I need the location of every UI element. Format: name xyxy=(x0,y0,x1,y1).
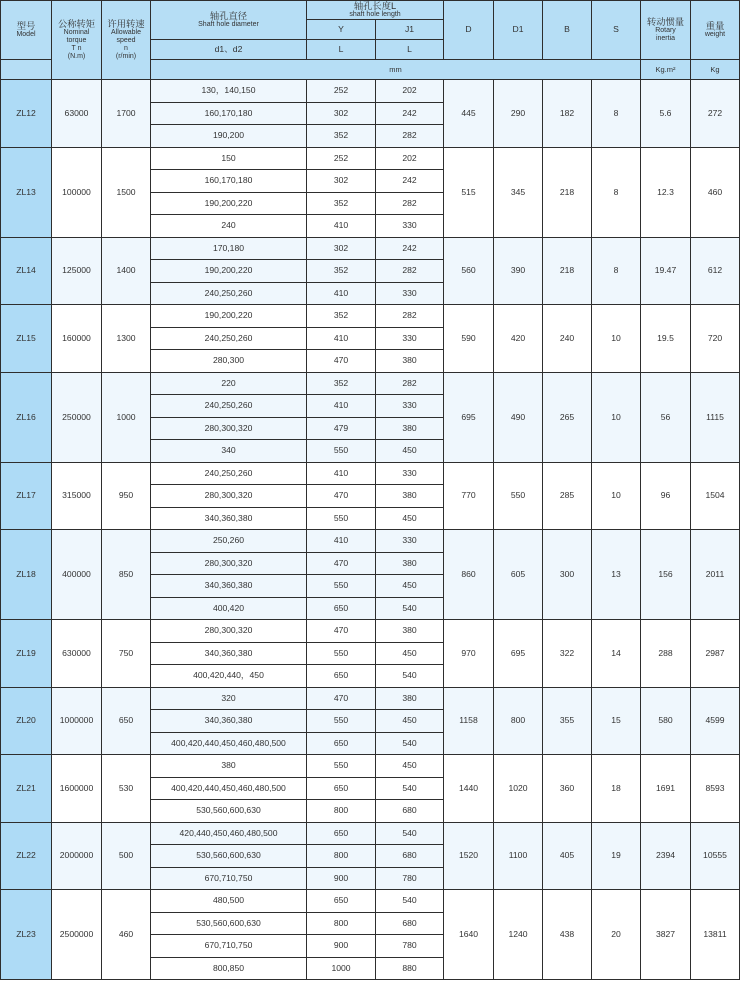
table-row xyxy=(1,237,740,260)
length-j1-cell: 680 xyxy=(376,845,444,868)
D1-cell: 550 xyxy=(494,462,543,530)
D-cell: 590 xyxy=(444,305,494,373)
length-y-cell: 352 xyxy=(307,125,376,148)
D-cell: 970 xyxy=(444,620,494,688)
diameter-cell: 190,200 xyxy=(151,125,307,148)
diameter-cell: 320 xyxy=(151,687,307,710)
length-j1-cell: 380 xyxy=(376,417,444,440)
header-length-y: Y xyxy=(307,20,376,40)
length-y-cell: 650 xyxy=(307,732,376,755)
torque-cell: 315000 xyxy=(52,462,102,530)
B-cell: 182 xyxy=(543,80,592,148)
speed-cell: 500 xyxy=(102,822,151,890)
inertia-cell: 19.5 xyxy=(641,305,691,373)
header-length-j1-sub: L xyxy=(376,40,444,60)
length-y-cell: 479 xyxy=(307,417,376,440)
diameter-cell: 420,440,450,460,480,500 xyxy=(151,822,307,845)
table-row xyxy=(1,890,740,913)
header-length-en: shaft hole length xyxy=(349,11,401,19)
model-cell: ZL17 xyxy=(1,462,52,530)
length-j1-cell: 282 xyxy=(376,192,444,215)
D-cell: 445 xyxy=(444,80,494,148)
header-torque-unit: (N.m) xyxy=(67,53,86,61)
length-j1-cell: 202 xyxy=(376,147,444,170)
D-cell: 695 xyxy=(444,372,494,462)
header-weight-en: weight xyxy=(704,31,726,39)
model-cell: ZL16 xyxy=(1,372,52,462)
torque-cell: 160000 xyxy=(52,305,102,373)
length-j1-cell: 330 xyxy=(376,327,444,350)
header-torque xyxy=(52,1,102,80)
diameter-cell: 340,360,380 xyxy=(151,710,307,733)
length-j1-cell: 380 xyxy=(376,552,444,575)
length-j1-cell: 450 xyxy=(376,642,444,665)
diameter-cell: 530,560,600,630 xyxy=(151,800,307,823)
length-j1-cell: 380 xyxy=(376,620,444,643)
inertia-cell: 580 xyxy=(641,687,691,755)
length-y-cell: 410 xyxy=(307,462,376,485)
length-j1-cell: 380 xyxy=(376,687,444,710)
length-j1-cell: 330 xyxy=(376,282,444,305)
D-cell: 515 xyxy=(444,147,494,237)
inertia-cell: 12.3 xyxy=(641,147,691,237)
B-cell: 218 xyxy=(543,147,592,237)
model-cell: ZL14 xyxy=(1,237,52,305)
torque-cell: 250000 xyxy=(52,372,102,462)
inertia-cell: 288 xyxy=(641,620,691,688)
D1-cell: 605 xyxy=(494,530,543,620)
model-cell: ZL13 xyxy=(1,147,52,237)
model-cell: ZL15 xyxy=(1,305,52,373)
B-cell: 218 xyxy=(543,237,592,305)
header-model xyxy=(1,1,52,60)
length-y-cell: 252 xyxy=(307,147,376,170)
diameter-cell: 530,560,600,630 xyxy=(151,845,307,868)
header-D1: D1 xyxy=(494,1,543,60)
length-j1-cell: 450 xyxy=(376,575,444,598)
diameter-cell: 280,300 xyxy=(151,350,307,373)
header-S: S xyxy=(592,1,641,60)
S-cell: 18 xyxy=(592,755,641,823)
length-y-cell: 470 xyxy=(307,620,376,643)
length-j1-cell: 282 xyxy=(376,305,444,328)
D-cell: 560 xyxy=(444,237,494,305)
weight-cell: 4599 xyxy=(691,687,740,755)
torque-cell: 1600000 xyxy=(52,755,102,823)
table-row xyxy=(1,755,740,778)
diameter-cell: 150 xyxy=(151,147,307,170)
length-j1-cell: 540 xyxy=(376,665,444,688)
model-cell: ZL21 xyxy=(1,755,52,823)
weight-cell: 1115 xyxy=(691,372,740,462)
header-D: D xyxy=(444,1,494,60)
speed-cell: 1700 xyxy=(102,80,151,148)
diameter-cell: 250,260 xyxy=(151,530,307,553)
diameter-cell: 280,300,320 xyxy=(151,485,307,508)
length-y-cell: 352 xyxy=(307,305,376,328)
length-y-cell: 550 xyxy=(307,575,376,598)
diameter-cell: 280,300,320 xyxy=(151,620,307,643)
D1-cell: 420 xyxy=(494,305,543,373)
length-y-cell: 302 xyxy=(307,102,376,125)
S-cell: 15 xyxy=(592,687,641,755)
speed-cell: 1400 xyxy=(102,237,151,305)
B-cell: 355 xyxy=(543,687,592,755)
S-cell: 8 xyxy=(592,147,641,237)
diameter-cell: 190,200,220 xyxy=(151,305,307,328)
header-torque-en2: torque xyxy=(66,37,87,45)
header-model-blank xyxy=(1,60,52,80)
header-speed-en3: n xyxy=(124,45,128,53)
length-j1-cell: 450 xyxy=(376,440,444,463)
D-cell: 1640 xyxy=(444,890,494,980)
S-cell: 13 xyxy=(592,530,641,620)
length-y-cell: 650 xyxy=(307,665,376,688)
diameter-cell: 670,710,750 xyxy=(151,867,307,890)
B-cell: 438 xyxy=(543,890,592,980)
header-length-y-sub: L xyxy=(307,40,376,60)
model-cell: ZL23 xyxy=(1,890,52,980)
length-j1-cell: 540 xyxy=(376,890,444,913)
length-y-cell: 650 xyxy=(307,822,376,845)
inertia-cell: 2394 xyxy=(641,822,691,890)
table-row xyxy=(1,147,740,170)
D-cell: 1520 xyxy=(444,822,494,890)
diameter-cell: 220 xyxy=(151,372,307,395)
length-j1-cell: 780 xyxy=(376,935,444,958)
header-length-cn: 轴孔长度L xyxy=(353,1,397,11)
table-row xyxy=(1,620,740,643)
length-y-cell: 252 xyxy=(307,80,376,103)
diameter-cell: 400,420 xyxy=(151,597,307,620)
table-row xyxy=(1,305,740,328)
header-inertia xyxy=(641,1,691,60)
speed-cell: 1300 xyxy=(102,305,151,373)
model-cell: ZL18 xyxy=(1,530,52,620)
header-length-j1: J1 xyxy=(376,20,444,40)
length-y-cell: 550 xyxy=(307,507,376,530)
D1-cell: 390 xyxy=(494,237,543,305)
torque-cell: 2000000 xyxy=(52,822,102,890)
weight-cell: 2987 xyxy=(691,620,740,688)
speed-cell: 650 xyxy=(102,687,151,755)
D-cell: 860 xyxy=(444,530,494,620)
inertia-cell: 56 xyxy=(641,372,691,462)
header-diameter-en: Shaft hole diameter xyxy=(198,21,259,29)
header-weight-cn: 重量 xyxy=(705,21,725,31)
length-y-cell: 800 xyxy=(307,800,376,823)
diameter-cell: 170,180 xyxy=(151,237,307,260)
length-y-cell: 410 xyxy=(307,327,376,350)
diameter-cell: 340 xyxy=(151,440,307,463)
length-y-cell: 352 xyxy=(307,192,376,215)
header-model-cn: 型号 xyxy=(16,21,36,31)
length-j1-cell: 680 xyxy=(376,800,444,823)
diameter-cell: 380 xyxy=(151,755,307,778)
length-j1-cell: 540 xyxy=(376,732,444,755)
S-cell: 10 xyxy=(592,305,641,373)
header-speed-cn: 许用转速 xyxy=(107,18,145,29)
weight-cell: 2011 xyxy=(691,530,740,620)
D-cell: 770 xyxy=(444,462,494,530)
length-y-cell: 352 xyxy=(307,372,376,395)
header-torque-en1: Nominal xyxy=(63,29,90,37)
D1-cell: 290 xyxy=(494,80,543,148)
speed-cell: 1500 xyxy=(102,147,151,237)
model-cell: ZL20 xyxy=(1,687,52,755)
S-cell: 19 xyxy=(592,822,641,890)
length-y-cell: 550 xyxy=(307,642,376,665)
B-cell: 360 xyxy=(543,755,592,823)
diameter-cell: 340,360,380 xyxy=(151,642,307,665)
model-cell: ZL12 xyxy=(1,80,52,148)
header-weight-unit: Kg xyxy=(691,60,740,80)
length-y-cell: 470 xyxy=(307,552,376,575)
speed-cell: 950 xyxy=(102,462,151,530)
length-y-cell: 470 xyxy=(307,485,376,508)
length-y-cell: 352 xyxy=(307,260,376,283)
length-j1-cell: 330 xyxy=(376,462,444,485)
length-y-cell: 550 xyxy=(307,755,376,778)
table-row xyxy=(1,462,740,485)
S-cell: 20 xyxy=(592,890,641,980)
diameter-cell: 190,200,220 xyxy=(151,260,307,283)
diameter-cell: 400,420,440，450 xyxy=(151,665,307,688)
header-diameter-sub: d1、d2 xyxy=(151,40,307,60)
table-row xyxy=(1,822,740,845)
length-y-cell: 900 xyxy=(307,867,376,890)
D1-cell: 800 xyxy=(494,687,543,755)
header-inertia-cn: 转动惯量 xyxy=(646,16,685,27)
weight-cell: 1504 xyxy=(691,462,740,530)
length-y-cell: 650 xyxy=(307,777,376,800)
length-j1-cell: 540 xyxy=(376,777,444,800)
length-j1-cell: 242 xyxy=(376,170,444,193)
torque-cell: 100000 xyxy=(52,147,102,237)
diameter-cell: 280,300,320 xyxy=(151,417,307,440)
length-j1-cell: 780 xyxy=(376,867,444,890)
diameter-cell: 240,250,260 xyxy=(151,395,307,418)
D-cell: 1440 xyxy=(444,755,494,823)
header-model-en: Model xyxy=(16,31,36,39)
length-y-cell: 550 xyxy=(307,710,376,733)
S-cell: 10 xyxy=(592,462,641,530)
length-j1-cell: 450 xyxy=(376,710,444,733)
D1-cell: 695 xyxy=(494,620,543,688)
length-j1-cell: 330 xyxy=(376,530,444,553)
weight-cell: 612 xyxy=(691,237,740,305)
weight-cell: 8593 xyxy=(691,755,740,823)
B-cell: 265 xyxy=(543,372,592,462)
length-j1-cell: 282 xyxy=(376,260,444,283)
length-y-cell: 302 xyxy=(307,170,376,193)
torque-cell: 2500000 xyxy=(52,890,102,980)
model-cell: ZL22 xyxy=(1,822,52,890)
inertia-cell: 19.47 xyxy=(641,237,691,305)
diameter-cell: 240 xyxy=(151,215,307,238)
header-speed xyxy=(102,1,151,80)
length-y-cell: 650 xyxy=(307,890,376,913)
torque-cell: 400000 xyxy=(52,530,102,620)
B-cell: 240 xyxy=(543,305,592,373)
B-cell: 300 xyxy=(543,530,592,620)
diameter-cell: 800,850 xyxy=(151,957,307,980)
header-B: B xyxy=(543,1,592,60)
torque-cell: 630000 xyxy=(52,620,102,688)
speed-cell: 1000 xyxy=(102,372,151,462)
length-j1-cell: 880 xyxy=(376,957,444,980)
diameter-cell: 340,360,380 xyxy=(151,507,307,530)
inertia-cell: 96 xyxy=(641,462,691,530)
header-inertia-en1: Rotary xyxy=(655,27,676,35)
diameter-cell: 240,250,260 xyxy=(151,282,307,305)
header-inertia-unit: Kg.m² xyxy=(641,60,691,80)
torque-cell: 63000 xyxy=(52,80,102,148)
diameter-cell: 240,250,260 xyxy=(151,462,307,485)
length-y-cell: 410 xyxy=(307,215,376,238)
length-j1-cell: 202 xyxy=(376,80,444,103)
S-cell: 8 xyxy=(592,80,641,148)
torque-cell: 125000 xyxy=(52,237,102,305)
length-j1-cell: 242 xyxy=(376,237,444,260)
diameter-cell: 190,200,220 xyxy=(151,192,307,215)
length-y-cell: 470 xyxy=(307,687,376,710)
table-row xyxy=(1,687,740,710)
header-weight xyxy=(691,1,740,60)
length-j1-cell: 450 xyxy=(376,507,444,530)
B-cell: 285 xyxy=(543,462,592,530)
length-y-cell: 800 xyxy=(307,845,376,868)
weight-cell: 13811 xyxy=(691,890,740,980)
diameter-cell: 530,560,600,630 xyxy=(151,912,307,935)
header-inertia-en2: inertia xyxy=(655,35,676,43)
weight-cell: 272 xyxy=(691,80,740,148)
inertia-cell: 156 xyxy=(641,530,691,620)
D-cell: 1158 xyxy=(444,687,494,755)
header-mm-unit: mm xyxy=(151,60,641,80)
length-y-cell: 900 xyxy=(307,935,376,958)
table-row xyxy=(1,80,740,103)
length-y-cell: 302 xyxy=(307,237,376,260)
B-cell: 405 xyxy=(543,822,592,890)
length-j1-cell: 380 xyxy=(376,350,444,373)
header-diameter-cn: 轴孔直径 xyxy=(209,11,248,21)
model-cell: ZL19 xyxy=(1,620,52,688)
S-cell: 8 xyxy=(592,237,641,305)
diameter-cell: 400,420,440,450,460,480,500 xyxy=(151,777,307,800)
length-j1-cell: 282 xyxy=(376,125,444,148)
header-speed-unit: (r/min) xyxy=(115,53,137,61)
weight-cell: 720 xyxy=(691,305,740,373)
speed-cell: 750 xyxy=(102,620,151,688)
header-torque-en3: T n xyxy=(71,45,82,53)
length-j1-cell: 330 xyxy=(376,215,444,238)
inertia-cell: 3827 xyxy=(641,890,691,980)
length-y-cell: 1000 xyxy=(307,957,376,980)
torque-cell: 1000000 xyxy=(52,687,102,755)
length-j1-cell: 540 xyxy=(376,597,444,620)
length-y-cell: 410 xyxy=(307,282,376,305)
table-row xyxy=(1,530,740,553)
B-cell: 322 xyxy=(543,620,592,688)
length-y-cell: 410 xyxy=(307,530,376,553)
diameter-cell: 280,300,320 xyxy=(151,552,307,575)
length-y-cell: 650 xyxy=(307,597,376,620)
diameter-cell: 670,710,750 xyxy=(151,935,307,958)
diameter-cell: 160,170,180 xyxy=(151,170,307,193)
D1-cell: 345 xyxy=(494,147,543,237)
length-j1-cell: 450 xyxy=(376,755,444,778)
length-y-cell: 470 xyxy=(307,350,376,373)
D1-cell: 1100 xyxy=(494,822,543,890)
diameter-cell: 400,420,440,450,460,480,500 xyxy=(151,732,307,755)
length-y-cell: 410 xyxy=(307,395,376,418)
speed-cell: 850 xyxy=(102,530,151,620)
header-speed-en2: speed xyxy=(116,37,136,45)
diameter-cell: 240,250,260 xyxy=(151,327,307,350)
table-body xyxy=(1,80,740,980)
header-length xyxy=(307,1,444,20)
S-cell: 14 xyxy=(592,620,641,688)
length-y-cell: 550 xyxy=(307,440,376,463)
table-row xyxy=(1,372,740,395)
speed-cell: 530 xyxy=(102,755,151,823)
length-j1-cell: 380 xyxy=(376,485,444,508)
D1-cell: 1240 xyxy=(494,890,543,980)
diameter-cell: 340,360,380 xyxy=(151,575,307,598)
D1-cell: 1020 xyxy=(494,755,543,823)
length-j1-cell: 330 xyxy=(376,395,444,418)
diameter-cell: 130，140,150 xyxy=(151,80,307,103)
speed-cell: 460 xyxy=(102,890,151,980)
length-j1-cell: 242 xyxy=(376,102,444,125)
D1-cell: 490 xyxy=(494,372,543,462)
header-speed-en1: Allowable xyxy=(111,29,141,37)
diameter-cell: 160,170,180 xyxy=(151,102,307,125)
weight-cell: 10555 xyxy=(691,822,740,890)
header-diameter xyxy=(151,1,307,40)
length-j1-cell: 282 xyxy=(376,372,444,395)
weight-cell: 460 xyxy=(691,147,740,237)
length-j1-cell: 540 xyxy=(376,822,444,845)
inertia-cell: 1691 xyxy=(641,755,691,823)
S-cell: 10 xyxy=(592,372,641,462)
header-torque-cn: 公称转矩 xyxy=(57,18,96,29)
diameter-cell: 480,500 xyxy=(151,890,307,913)
length-y-cell: 800 xyxy=(307,912,376,935)
length-j1-cell: 680 xyxy=(376,912,444,935)
inertia-cell: 5.6 xyxy=(641,80,691,148)
